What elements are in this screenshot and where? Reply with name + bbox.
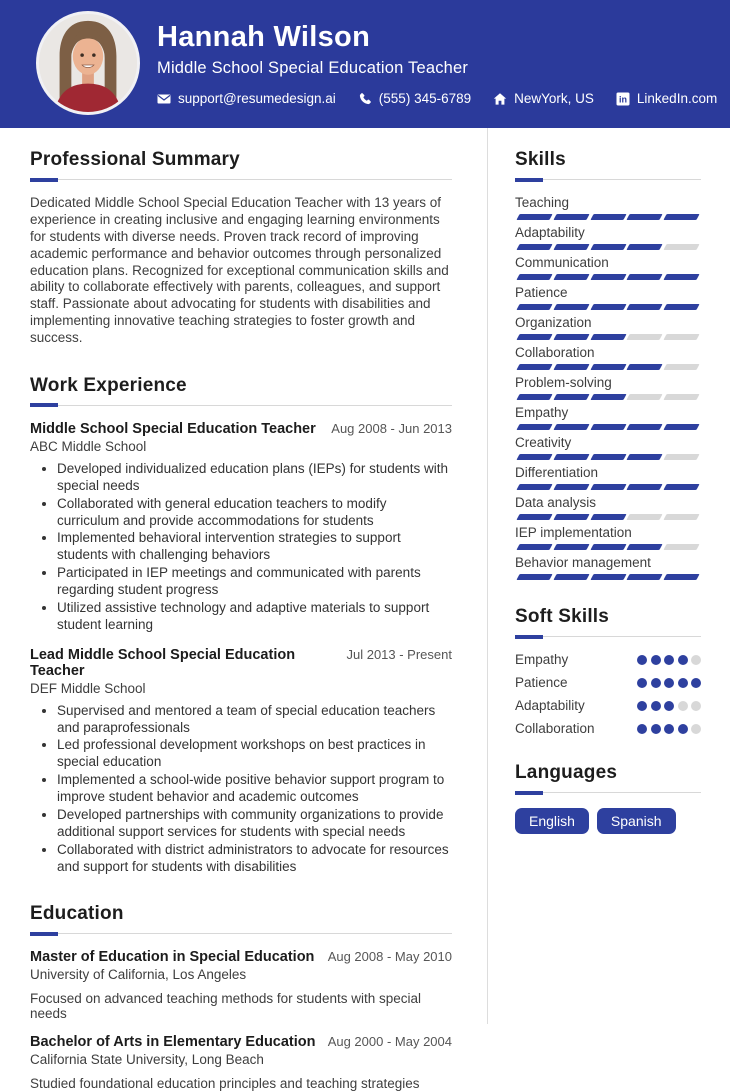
skill-bar — [518, 304, 698, 310]
header — [0, 0, 730, 128]
skill-bar — [518, 214, 698, 220]
job-company: ABC Middle School — [30, 438, 147, 454]
soft-skill-label: Collaboration — [515, 721, 595, 736]
skill-label: Adaptability — [515, 225, 585, 240]
skill-label: Empathy — [515, 405, 569, 420]
skill-label: Patience — [515, 285, 568, 300]
skill-label: Differentiation — [515, 465, 599, 480]
skill-label: Teaching — [515, 195, 570, 210]
skill-label: Problem-solving — [515, 375, 612, 390]
contact-phone-text: (555) 345-6789 — [378, 91, 472, 107]
job-bullets — [30, 461, 452, 634]
skill-item — [515, 465, 701, 490]
skill-item — [515, 555, 701, 580]
section-professional-summary — [30, 149, 452, 347]
svg-text:in: in — [618, 94, 627, 105]
section-rule — [30, 933, 452, 937]
soft-skill-item — [515, 698, 701, 713]
skill-bar — [518, 334, 698, 340]
job-bullet: • Led professional development workshops on best practices in special education — [57, 737, 452, 771]
language-chip-spanish[interactable]: Spanish — [597, 808, 676, 834]
job-bullet: • Developed individualized education plans (IEPs) for students with special needs — [57, 461, 452, 495]
skill-bar — [518, 274, 698, 280]
section-skills — [515, 149, 701, 580]
soft-skills-heading: Soft Skills — [515, 606, 610, 627]
degree-school: University of California, Los Angeles — [30, 967, 247, 983]
soft-skill-item — [515, 721, 701, 736]
skill-label: Communication — [515, 255, 609, 270]
skill-item — [515, 525, 701, 550]
section-rule — [30, 405, 452, 409]
job-bullet: • Implemented a school-wide positive behavior support program to improve student behavior and academic outcomes — [57, 772, 452, 806]
job-bullet: • Collaborated with general education teachers to modify curriculum and provide accommodations for students — [57, 496, 452, 530]
phone-icon — [358, 92, 372, 106]
contact-linkedin[interactable] — [616, 91, 717, 106]
job-head — [30, 421, 452, 437]
resume-body — [0, 128, 730, 1091]
job-bullet: • Implemented behavioral intervention strategies to support students with challenging behaviors — [57, 530, 452, 564]
skill-item — [515, 375, 701, 400]
contact-email[interactable] — [157, 91, 336, 106]
contact-row — [157, 91, 718, 107]
skill-label: Creativity — [515, 435, 572, 450]
person-name: Hannah Wilson — [157, 21, 371, 53]
soft-skill-label: Adaptability — [515, 698, 585, 713]
job-title: Middle School Special Education Teacher — [30, 420, 316, 437]
soft-skill-label: Patience — [515, 675, 568, 690]
left-column — [0, 128, 488, 1091]
skill-bar — [518, 574, 698, 580]
job-title: Lead Middle School Special Education Teacher — [30, 646, 296, 679]
degree-description: Studied foundational education principles and teaching strategies — [30, 1076, 420, 1091]
skill-item — [515, 285, 701, 310]
skill-bar — [518, 394, 698, 400]
job-dates: Aug 2008 - Jun 2013 — [331, 420, 452, 436]
job-dates: Jul 2013 - Present — [346, 646, 452, 662]
rating-dots — [637, 678, 701, 688]
degree-dates: Aug 2008 - May 2010 — [327, 949, 452, 965]
right-column — [488, 128, 730, 1024]
language-list — [515, 808, 701, 834]
section-education — [30, 903, 452, 1091]
skill-item — [515, 255, 701, 280]
job-bullet: • Participated in IEP meetings and communicated with parents regarding student progress — [57, 565, 452, 599]
soft-skill-item — [515, 675, 701, 690]
skill-label: Data analysis — [515, 495, 597, 510]
degree-entry — [30, 949, 452, 1021]
profile-photo — [36, 11, 140, 115]
skill-label: Collaboration — [515, 345, 595, 360]
skill-item — [515, 495, 701, 520]
job-entry — [30, 421, 452, 634]
job-entry — [30, 647, 452, 876]
linkedin-icon — [616, 92, 630, 106]
contact-location-text: NewYork, US — [514, 91, 594, 107]
rating-dots — [637, 724, 701, 734]
contact-phone[interactable] — [358, 91, 471, 106]
rating-dots — [637, 655, 701, 665]
section-rule — [30, 179, 452, 183]
section-soft-skills — [515, 606, 701, 736]
skill-bar — [518, 424, 698, 430]
section-rule — [515, 792, 701, 796]
avatar — [39, 14, 137, 112]
skills-heading: Skills — [515, 149, 566, 170]
job-bullet: • Utilized assistive technology and adaptive materials to support student learning — [57, 600, 452, 634]
soft-skill-item — [515, 652, 701, 667]
skill-item — [515, 195, 701, 220]
skill-bar — [518, 364, 698, 370]
education-heading: Education — [30, 903, 124, 925]
skill-item — [515, 405, 701, 430]
degree-school: California State University, Long Beach — [30, 1052, 264, 1068]
email-icon — [157, 92, 171, 106]
job-bullet: • Developed partnerships with community organizations to provide additional support services for students with special needs — [57, 807, 452, 841]
job-bullet: • Collaborated with district administrators to advocate for resources and support for students with disabilities — [57, 842, 452, 876]
skill-item — [515, 315, 701, 340]
job-company: DEF Middle School — [30, 680, 146, 696]
summary-text: Dedicated Middle School Special Education Teacher with 13 years of experience in creating inclusive and engaging learning environments for students with diverse needs. Proven track record of improving academic performance and behavior outcomes through personalized education plans. Recognized for exceptional communication skills and ability to collaborate effectively with parents, colleagues, and support staff. Passionate about advocating for students with disabilities and implementing innovative teaching strategies to foster growth and success. — [30, 195, 449, 345]
skill-label: IEP implementation — [515, 525, 632, 540]
languages-heading: Languages — [515, 762, 618, 783]
degree-description: Focused on advanced teaching methods for students with special needs — [30, 991, 421, 1022]
job-bullets — [30, 703, 452, 876]
skill-label: Behavior management — [515, 555, 651, 570]
skill-item — [515, 345, 701, 370]
skill-item — [515, 435, 701, 460]
job-bullet: • Supervised and mentored a team of special education teachers and paraprofessionals — [57, 703, 452, 737]
skill-bar — [518, 514, 698, 520]
contact-email-text: support@resumedesign.ai — [178, 91, 336, 107]
degree-dates: Aug 2000 - May 2004 — [327, 1034, 452, 1050]
degree-title: Master of Education in Special Education — [30, 949, 315, 966]
header-info — [157, 21, 718, 107]
contact-linkedin-text: LinkedIn.com — [636, 91, 718, 107]
section-work-experience — [30, 375, 452, 876]
section-languages — [515, 762, 701, 834]
degree-title: Bachelor of Arts in Elementary Education — [30, 1034, 316, 1051]
skill-bar — [518, 484, 698, 490]
summary-heading: Professional Summary — [30, 149, 240, 170]
degree-head — [30, 1034, 452, 1050]
soft-skill-label: Empathy — [515, 652, 569, 667]
skill-item — [515, 225, 701, 250]
experience-heading: Work Experience — [30, 374, 187, 396]
contact-location — [493, 91, 594, 106]
job-head — [30, 647, 452, 679]
section-rule — [515, 636, 701, 640]
home-icon — [493, 92, 507, 106]
section-rule — [515, 179, 701, 183]
person-job-title: Middle School Special Education Teacher — [157, 59, 469, 78]
rating-dots — [637, 701, 701, 711]
degree-head — [30, 949, 452, 965]
skill-bar — [518, 454, 698, 460]
skill-label: Organization — [515, 315, 592, 330]
degree-entry — [30, 1034, 452, 1091]
language-chip-english[interactable]: English — [515, 808, 589, 834]
skill-bar — [518, 244, 698, 250]
skill-bar — [518, 544, 698, 550]
